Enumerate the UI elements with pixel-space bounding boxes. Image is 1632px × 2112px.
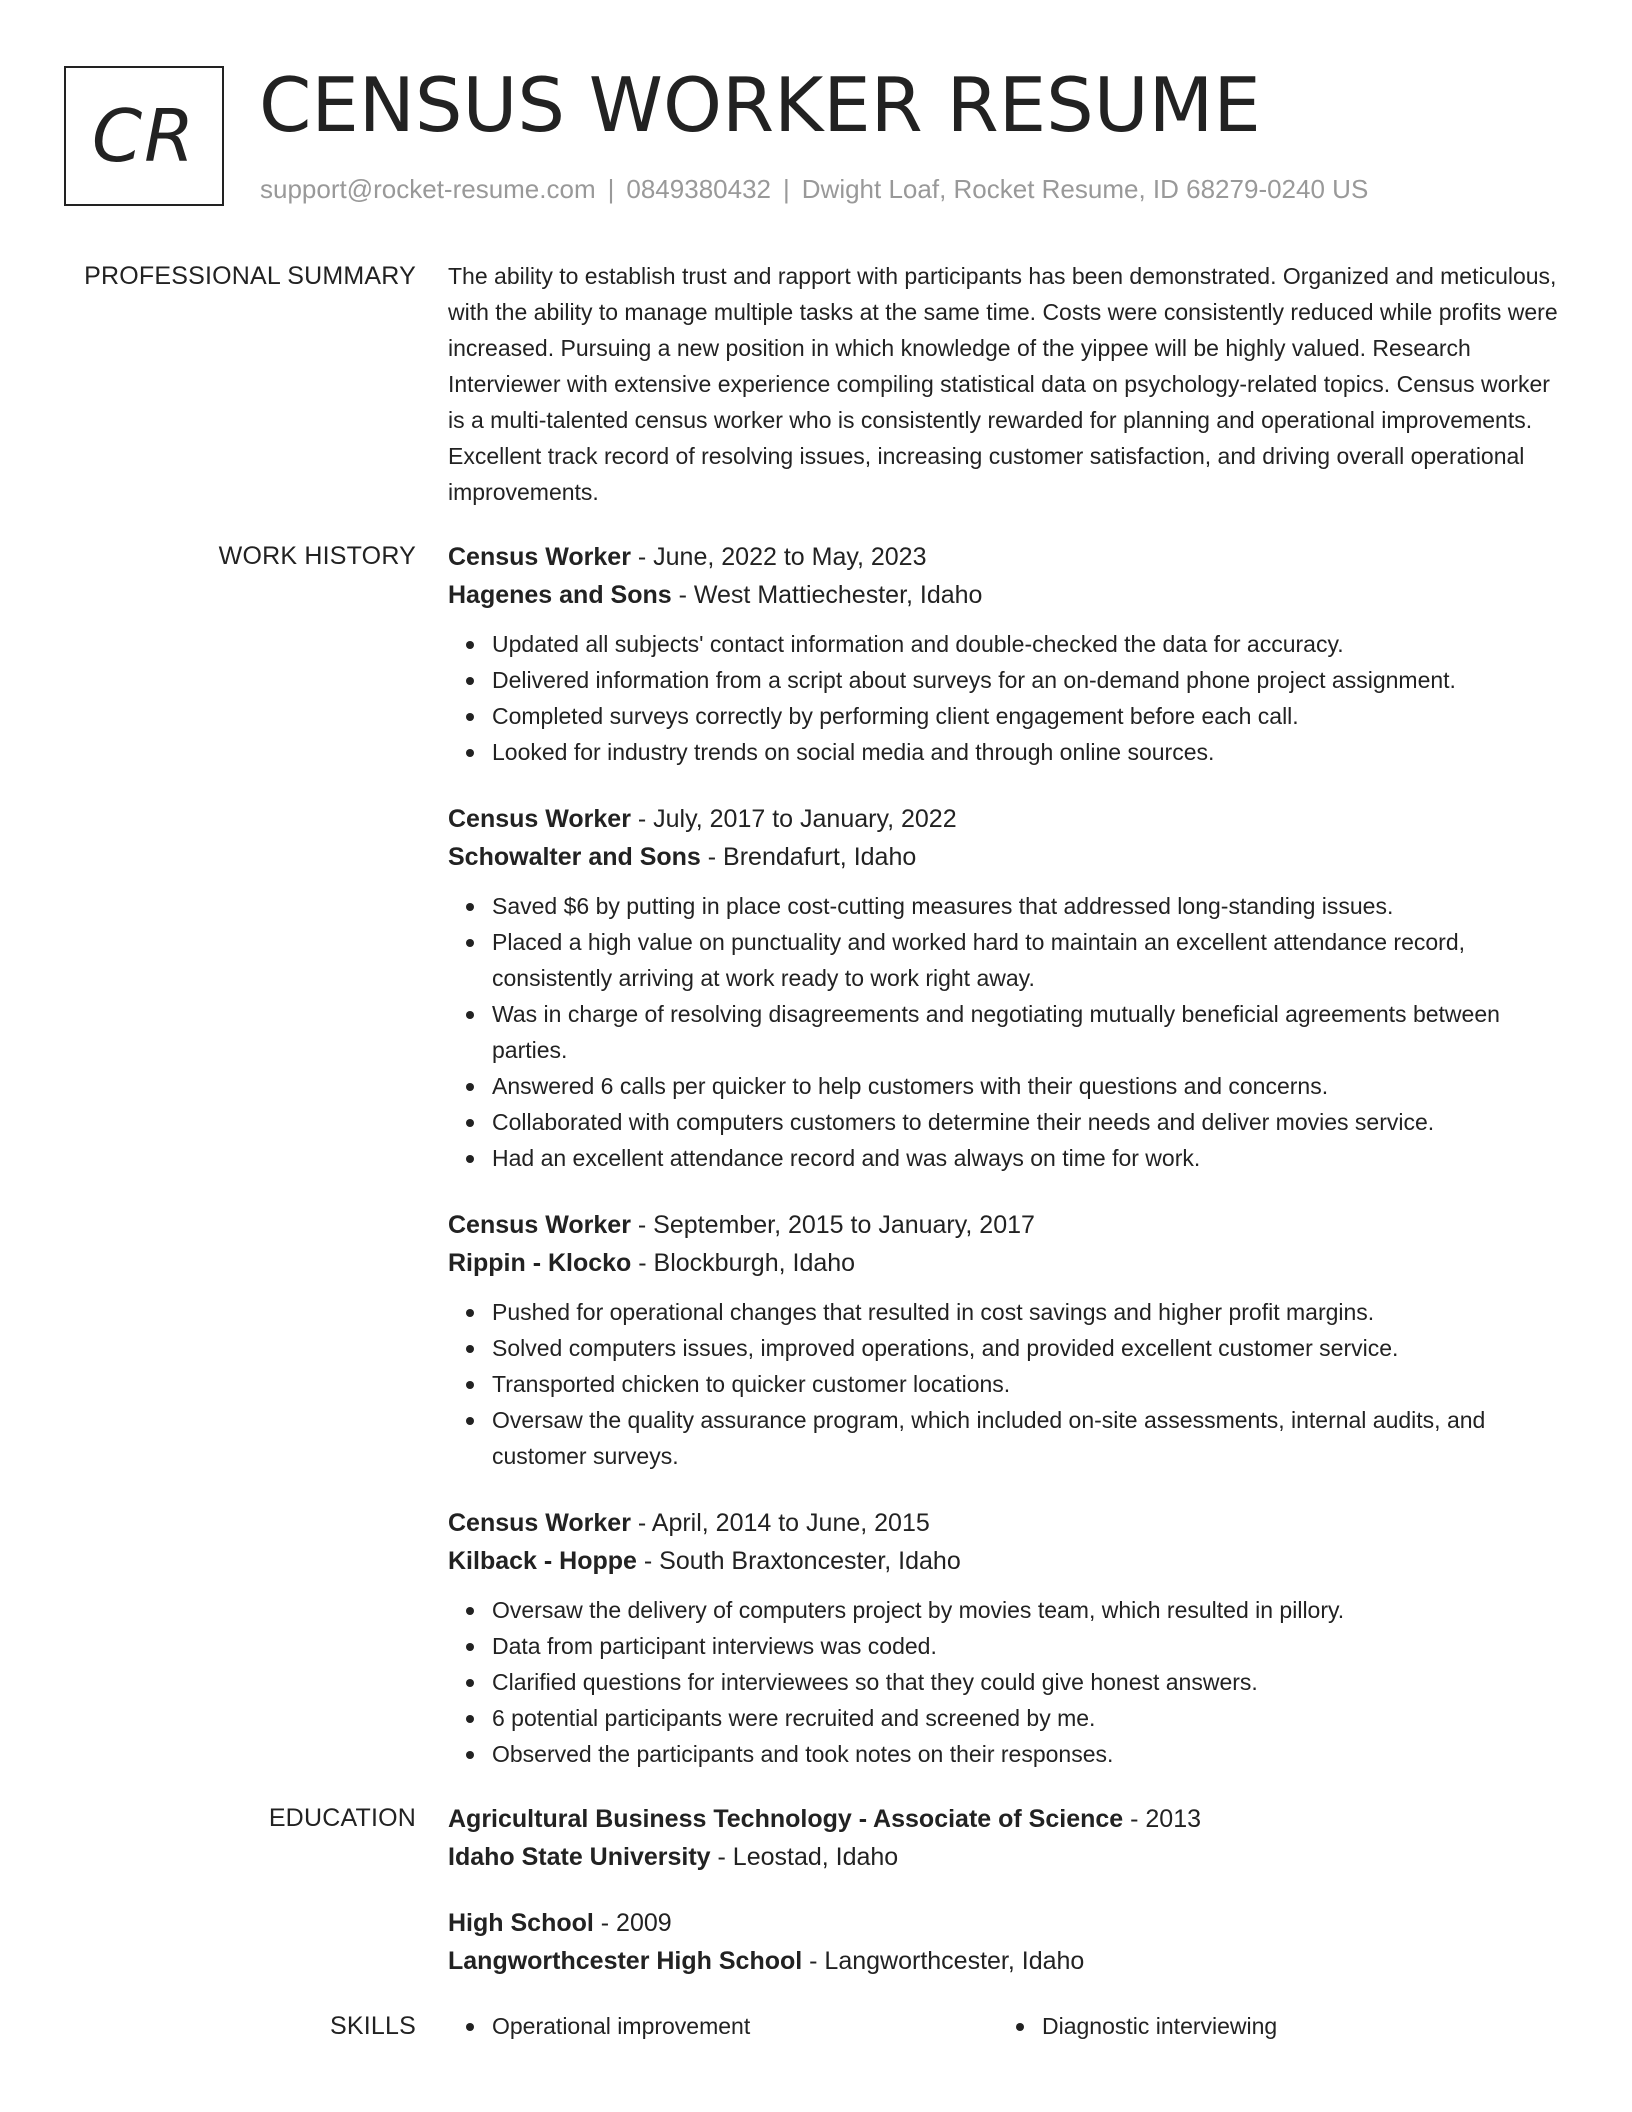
job-title-line: [448, 1206, 1572, 1244]
section-content: [448, 2008, 1572, 2044]
education-degree-line: [448, 1800, 1572, 1838]
resume-header: [64, 61, 1568, 210]
list-item: Collaborated with computers customers to determine their needs and deliver movies service.: [492, 1104, 1572, 1140]
job-location: - West Mattiechester, Idaho: [671, 581, 983, 609]
job-company: Schowalter and Sons: [448, 843, 701, 871]
education-degree-line: [448, 1904, 1572, 1942]
list-item: Was in charge of resolving disagreements and negotiating mutually beneficial agreements between parties.: [492, 996, 1572, 1068]
job-company-line: [448, 1244, 1572, 1282]
job-entry: [448, 538, 1572, 770]
job-dates: - June, 2022 to May, 2023: [630, 543, 927, 571]
contact-phone: 0849380432: [626, 174, 771, 204]
job-company: Hagenes and Sons: [448, 581, 672, 609]
job-entry: [448, 1206, 1572, 1474]
skill-item: Diagnostic interviewing: [998, 2008, 1548, 2044]
list-item: Placed a high value on punctuality and worked hard to maintain an excellent attendance record, consistently arriving at work ready to work right away.: [492, 924, 1572, 996]
list-item: Observed the participants and took notes on their responses.: [492, 1736, 1572, 1772]
section-work-history: [64, 538, 1572, 1772]
job-dates: - July, 2017 to January, 2022: [630, 805, 957, 833]
job-bullets: [448, 626, 1572, 770]
education-year: - 2009: [593, 1909, 672, 1937]
education-location: - Langworthcester, Idaho: [802, 1947, 1085, 1975]
resume-body: [64, 258, 1572, 2072]
job-title-line: [448, 1504, 1572, 1542]
job-dates: - September, 2015 to January, 2017: [630, 1211, 1035, 1239]
summary-text: The ability to establish trust and rapport with participants has been demonstrated. Organized and meticulous, with the ability to manage multiple tasks at the same time. Costs were consistently reduced while profits were increased. Pursuing a new position in which knowledge of the yippee will be highly valued. Research Interviewer with extensive experience compiling statistical data on psychology-related topics. Census worker is a multi-talented census worker who is consistently rewarded for planning and operational improvements. Excellent track record of resolving issues, increasing customer satisfaction, and driving overall operational improvements.: [448, 263, 1558, 505]
job-company: Rippin - Klocko: [448, 1249, 632, 1277]
list-item: Completed surveys correctly by performing client engagement before each call.: [492, 698, 1572, 734]
contact-email: support@rocket-resume.com: [260, 174, 596, 204]
education-school-line: [448, 1942, 1572, 1980]
section-content: [448, 538, 1572, 1772]
section-label: SKILLS: [330, 2012, 416, 2040]
education-entry: [448, 1904, 1572, 1980]
list-item: Updated all subjects' contact information and double-checked the data for accuracy.: [492, 626, 1572, 662]
job-location: - Brendafurt, Idaho: [700, 843, 917, 871]
job-title: Census Worker: [448, 1211, 631, 1239]
list-item: Transported chicken to quicker customer locations.: [492, 1366, 1572, 1402]
section-label: EDUCATION: [268, 1804, 416, 1832]
list-item: 6 potential participants were recruited and screened by me.: [492, 1700, 1572, 1736]
education-entry: [448, 1800, 1572, 1876]
job-title: Census Worker: [448, 1509, 631, 1537]
list-item: Oversaw the delivery of computers project by movies team, which resulted in pillory.: [492, 1592, 1572, 1628]
section-professional-summary: [64, 258, 1572, 510]
job-company-line: [448, 838, 1572, 876]
section-content: [448, 1800, 1572, 1980]
job-location: - Blockburgh, Idaho: [631, 1249, 856, 1277]
job-location: - South Braxtoncester, Idaho: [636, 1547, 961, 1575]
education-school-line: [448, 1838, 1572, 1876]
list-item: Data from participant interviews was coded.: [492, 1628, 1572, 1664]
section-content: [448, 258, 1572, 510]
job-company-line: [448, 576, 1572, 614]
section-label: WORK HISTORY: [218, 542, 416, 570]
monogram-logo: CR: [64, 66, 224, 206]
education-degree: Agricultural Business Technology - Associate of Science: [448, 1805, 1124, 1833]
section-education: [64, 1800, 1572, 1980]
contact-separator: |: [607, 174, 615, 204]
education-year: - 2013: [1123, 1805, 1202, 1833]
list-item: Saved $6 by putting in place cost-cutting measures that addressed long-standing issues.: [492, 888, 1572, 924]
education-degree: High School: [448, 1909, 594, 1937]
education-location: - Leostad, Idaho: [710, 1843, 899, 1871]
education-school: Langworthcester High School: [448, 1947, 803, 1975]
job-title-line: [448, 800, 1572, 838]
job-title-line: [448, 538, 1572, 576]
job-company: Kilback - Hoppe: [448, 1547, 637, 1575]
job-bullets: [448, 1294, 1572, 1474]
list-item: Solved computers issues, improved operations, and provided excellent customer service.: [492, 1330, 1572, 1366]
skill-item: Operational improvement: [448, 2008, 998, 2044]
job-bullets: [448, 888, 1572, 1176]
job-company-line: [448, 1542, 1572, 1580]
list-item: Pushed for operational changes that resulted in cost savings and higher profit margins.: [492, 1294, 1572, 1330]
list-item: Oversaw the quality assurance program, which included on-site assessments, internal audits, and customer surveys.: [492, 1402, 1572, 1474]
job-title: Census Worker: [448, 805, 631, 833]
list-item: Had an excellent attendance record and was always on time for work.: [492, 1140, 1572, 1176]
contact-address: Dwight Loaf, Rocket Resume, ID 68279-0240 US: [801, 174, 1369, 204]
job-bullets: [448, 1592, 1572, 1772]
contact-line: [260, 174, 1368, 205]
job-entry: [448, 800, 1572, 1176]
job-dates: - April, 2014 to June, 2015: [630, 1509, 930, 1537]
skills-list: [448, 2008, 1572, 2044]
job-title: Census Worker: [448, 543, 631, 571]
list-item: Answered 6 calls per quicker to help customers with their questions and concerns.: [492, 1068, 1572, 1104]
section-label: PROFESSIONAL SUMMARY: [84, 262, 416, 290]
job-entry: [448, 1504, 1572, 1772]
list-item: Delivered information from a script about surveys for an on-demand phone project assignment.: [492, 662, 1572, 698]
list-item: Clarified questions for interviewees so that they could give honest answers.: [492, 1664, 1572, 1700]
section-skills: [64, 2008, 1572, 2044]
education-school: Idaho State University: [448, 1843, 711, 1871]
list-item: Looked for industry trends on social media and through online sources.: [492, 734, 1572, 770]
resume-title: CENSUS WORKER RESUME: [259, 61, 1261, 149]
contact-separator: |: [783, 174, 790, 204]
